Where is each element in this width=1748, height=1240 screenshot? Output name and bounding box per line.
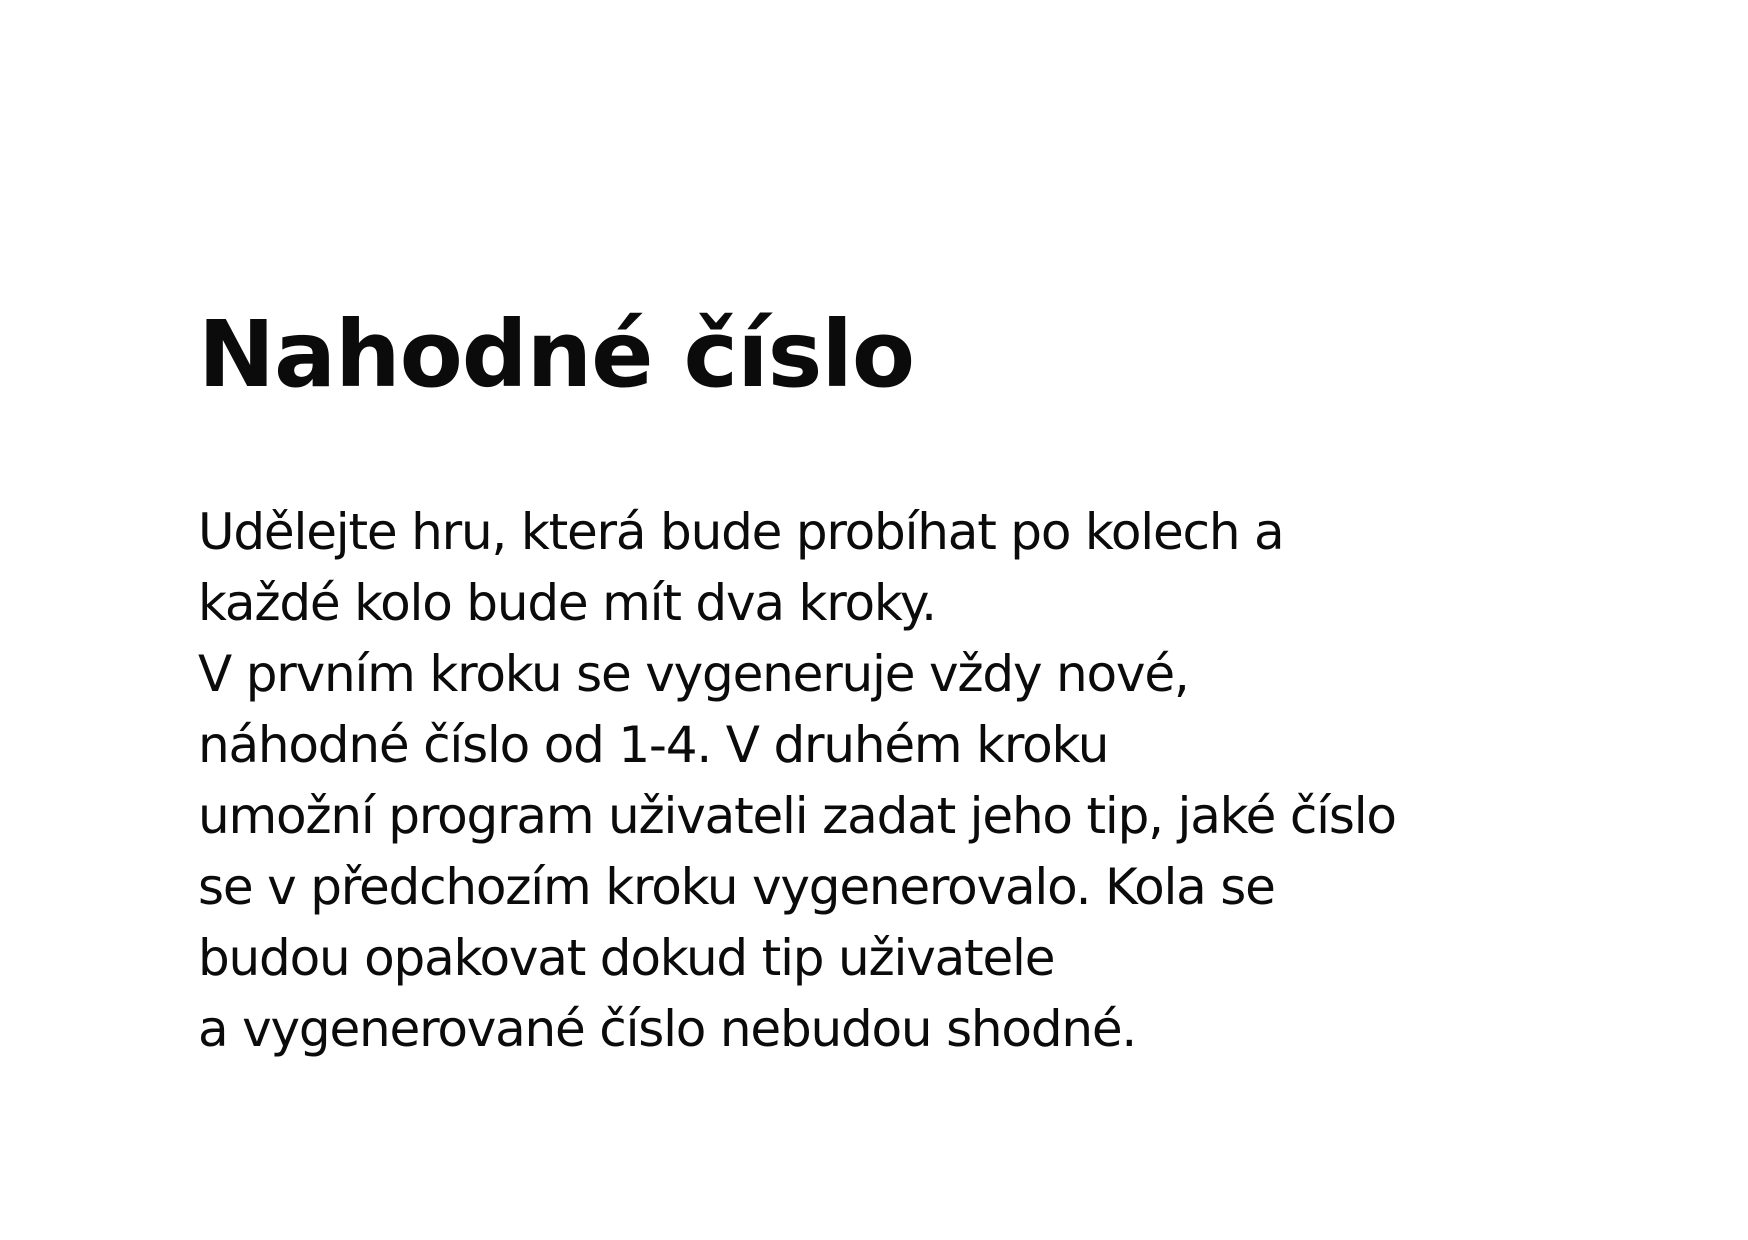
description-line-1: Udělejte hru, která bude probíhat po kolech a xyxy=(198,503,1284,561)
description-line-3: V prvním kroku se vygeneruje vždy nové, xyxy=(198,645,1189,703)
description-line-4: náhodné číslo od 1-4. V druhém kroku xyxy=(198,716,1109,774)
task-description xyxy=(198,497,1698,1065)
description-line-5: umožní program uživateli zadat jeho tip, jaké číslo xyxy=(198,787,1396,845)
description-line-7: budou opakovat dokud tip uživatele xyxy=(198,929,1055,987)
description-line-8: a vygenerované číslo nebudou shodné. xyxy=(198,1000,1137,1058)
slide-title: Nahodné číslo xyxy=(198,301,915,408)
description-line-2: každé kolo bude mít dva kroky. xyxy=(198,574,936,632)
description-line-6: se v předchozím kroku vygenerovalo. Kola se xyxy=(198,858,1275,916)
